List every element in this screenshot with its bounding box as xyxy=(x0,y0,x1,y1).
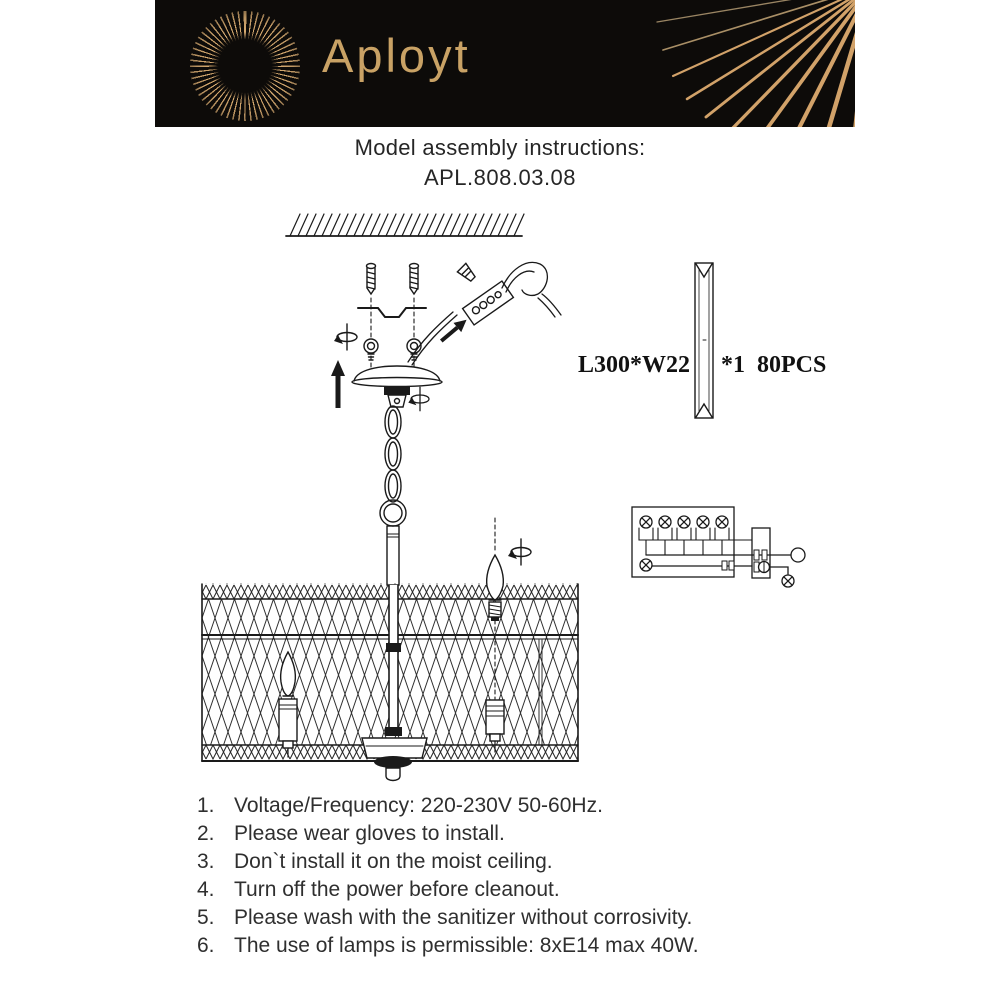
instruction-text: Please wear gloves to install. xyxy=(234,822,505,845)
up-arrow-icon xyxy=(331,360,345,408)
lamp-symbol xyxy=(640,516,652,528)
instruction-item xyxy=(197,932,699,960)
instruction-item xyxy=(197,876,699,904)
instruction-number: 4. xyxy=(197,878,215,901)
instruction-number: 3. xyxy=(197,850,215,873)
rotate-icon xyxy=(408,387,429,410)
crystal-rod-part xyxy=(695,263,713,418)
instruction-number: 1. xyxy=(197,794,215,817)
assembly-diagram xyxy=(150,200,870,800)
power-cable xyxy=(408,262,561,365)
hanging-tube xyxy=(387,526,399,585)
screw-icon xyxy=(367,264,376,295)
brand-name: Aployt xyxy=(322,29,471,82)
instruction-text: Please wash with the sanitizer without corrosivity. xyxy=(234,906,693,929)
instruction-item xyxy=(197,792,699,820)
wiring-diagram xyxy=(632,507,805,587)
page-title: Model assembly instructions: xyxy=(354,135,646,160)
instruction-item xyxy=(197,820,699,848)
wire-nut xyxy=(457,263,477,283)
instruction-text: Turn off the power before cleanout. xyxy=(234,878,560,901)
terminal-connector xyxy=(463,281,514,325)
lamp-symbol xyxy=(678,516,690,528)
chain xyxy=(380,406,406,526)
mains-symbol xyxy=(791,548,805,562)
lamp-symbol xyxy=(640,559,652,571)
instruction-number: 2. xyxy=(197,822,215,845)
instruction-number: 6. xyxy=(197,934,215,957)
insert-arrow-icon xyxy=(437,315,470,345)
instruction-item xyxy=(197,848,699,876)
mounting-bracket xyxy=(358,308,426,317)
ceiling-hatch xyxy=(286,214,524,236)
instruction-text: Voltage/Frequency: 220-230V 50-60Hz. xyxy=(234,794,603,817)
lamp-symbol xyxy=(782,575,794,587)
instruction-text: The use of lamps is permissible: 8xE14 max 40W. xyxy=(234,934,699,957)
bottom-bowl xyxy=(362,738,427,768)
finial xyxy=(386,766,400,781)
rotate-icon xyxy=(508,539,531,565)
instruction-item xyxy=(197,904,699,932)
lamp-symbol xyxy=(716,516,728,528)
wall-anchor-icon xyxy=(407,339,421,360)
rotate-icon xyxy=(334,324,357,350)
part-count-label: *1 xyxy=(721,352,745,378)
part-size-label: L300*W22 xyxy=(577,352,690,378)
brand-header xyxy=(155,0,855,127)
model-number: APL.808.03.08 xyxy=(423,165,577,190)
corner-rays-icon xyxy=(595,0,855,127)
wall-anchor-icon xyxy=(364,339,378,360)
instructions-list xyxy=(197,792,699,960)
lamp-symbol xyxy=(659,516,671,528)
starburst-logo-icon xyxy=(190,11,300,121)
instruction-text: Don`t install it on the moist ceiling. xyxy=(234,850,553,873)
lamp-symbol xyxy=(697,516,709,528)
screw-icon xyxy=(410,264,419,295)
candle-bulb-left xyxy=(279,652,297,757)
instruction-number: 5. xyxy=(197,906,215,929)
part-qty-label: 80PCS xyxy=(757,352,827,378)
